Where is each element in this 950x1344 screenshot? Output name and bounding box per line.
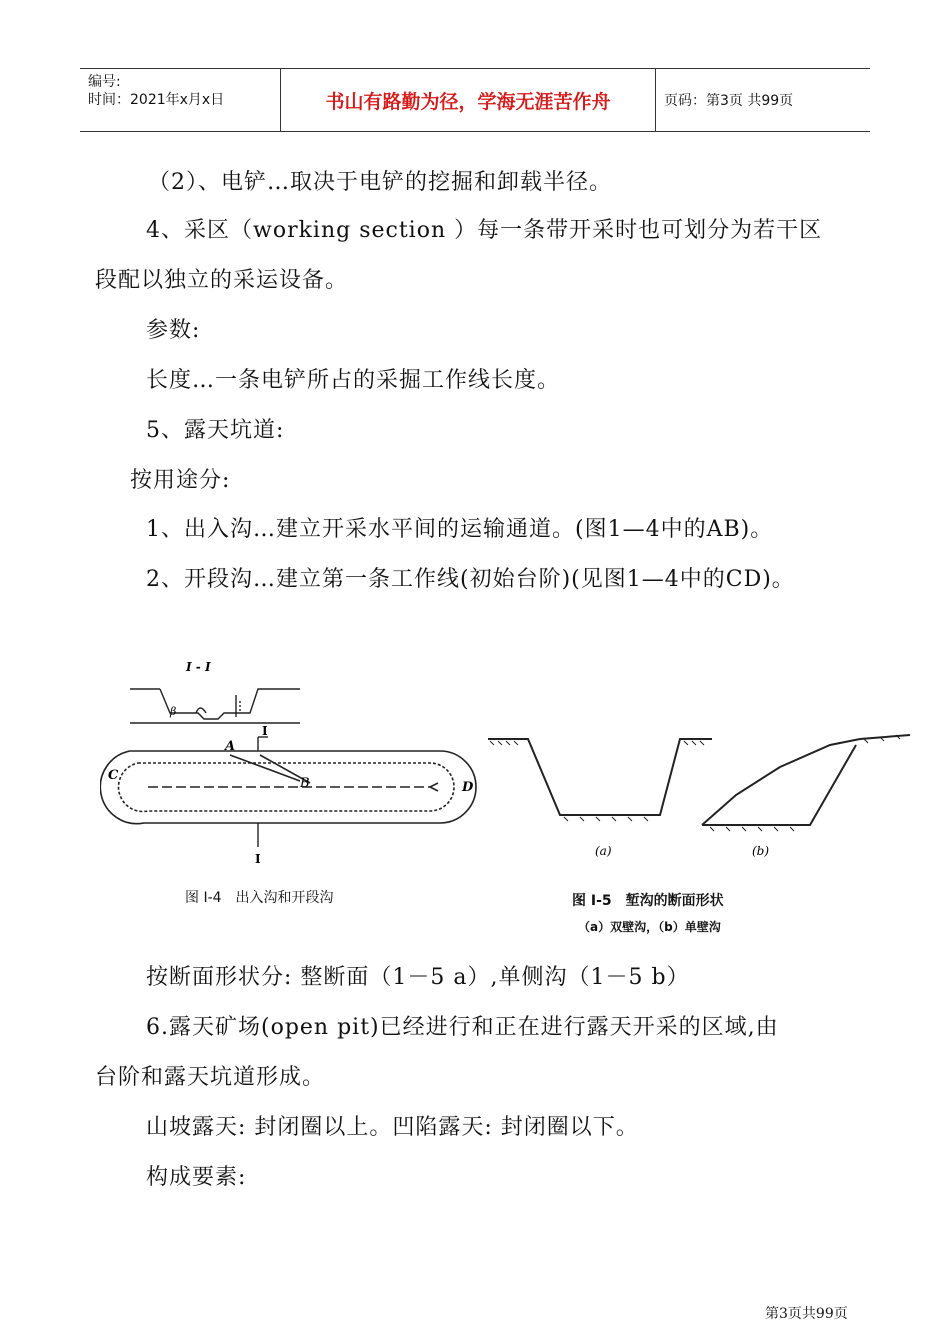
paragraph: 参数: — [146, 318, 201, 343]
paragraph: 山坡露天: 封闭圈以上。凹陷露天: 封闭圈以下。 — [146, 1115, 639, 1140]
section-label: I - I — [186, 660, 211, 674]
figure1-caption: 图 I-4 出入沟和开段沟 — [185, 890, 334, 906]
time-label: 时间：2021年x月x日 — [88, 92, 225, 108]
point-a-label: A — [225, 739, 236, 754]
cut-top-label: I — [262, 724, 268, 738]
cross-section — [130, 689, 300, 723]
label-a: (a) — [595, 844, 612, 858]
paragraph: 4、采区（working section ）每一条带开采时也可划分为若干区 — [146, 218, 823, 243]
page-footer: 第3页共99页 — [765, 1306, 848, 1322]
single-wall-trench — [702, 735, 910, 825]
header-meta — [88, 73, 224, 109]
label-b: (b) — [752, 844, 770, 858]
double-wall-trench — [488, 739, 712, 815]
trench-plan — [100, 751, 476, 824]
hatch-a — [490, 741, 704, 821]
beta-label: β — [170, 705, 177, 718]
paragraph: 2、开段沟…建立第一条工作线(初始台阶)(见图1—4中的CD)。 — [146, 567, 795, 592]
paragraph: 台阶和露天坑道形成。 — [95, 1065, 326, 1090]
paragraph: 长度…一条电铲所占的采掘工作线长度。 — [146, 368, 561, 393]
point-d-label: D — [462, 780, 474, 795]
paragraph: 1、出入沟…建立开采水平间的运输通道。(图1—4中的AB)。 — [146, 517, 774, 542]
paragraph: 按用途分: — [130, 468, 231, 493]
cut-bottom-label: I — [255, 852, 261, 866]
paragraph: （2）、电铲…取决于电铲的挖掘和卸载半径。 — [148, 170, 612, 195]
figure-access-trench — [100, 655, 480, 875]
figure-trench-sections — [480, 725, 920, 865]
paragraph: 6.露天矿场(open pit)已经进行和正在进行露天开采的区域,由 — [146, 1015, 779, 1040]
header-divider — [280, 69, 281, 131]
point-c-label: C — [108, 768, 119, 783]
header-divider — [655, 69, 656, 131]
point-b-label: B — [300, 776, 310, 791]
hatch-b — [710, 735, 900, 831]
paragraph: 按断面形状分: 整断面（1－5 a）,单侧沟（1－5 b） — [146, 965, 690, 990]
cut-line-top — [258, 737, 268, 751]
motto: 书山有路勤为径，学海无涯苦作舟 — [325, 91, 611, 113]
header-table — [80, 68, 870, 132]
page-info: 页码：第3页 共99页 — [664, 93, 794, 109]
paragraph: 段配以独立的采运设备。 — [95, 268, 349, 293]
paragraph: 5、露天坑道: — [146, 418, 285, 443]
number-label: 编号: — [88, 74, 121, 90]
figure2-subcaption: （a）双壁沟，（b）单壁沟 — [578, 920, 721, 934]
figure2-caption: 图 I-5 堑沟的断面形状 — [572, 893, 724, 909]
paragraph: 构成要素: — [146, 1165, 247, 1190]
